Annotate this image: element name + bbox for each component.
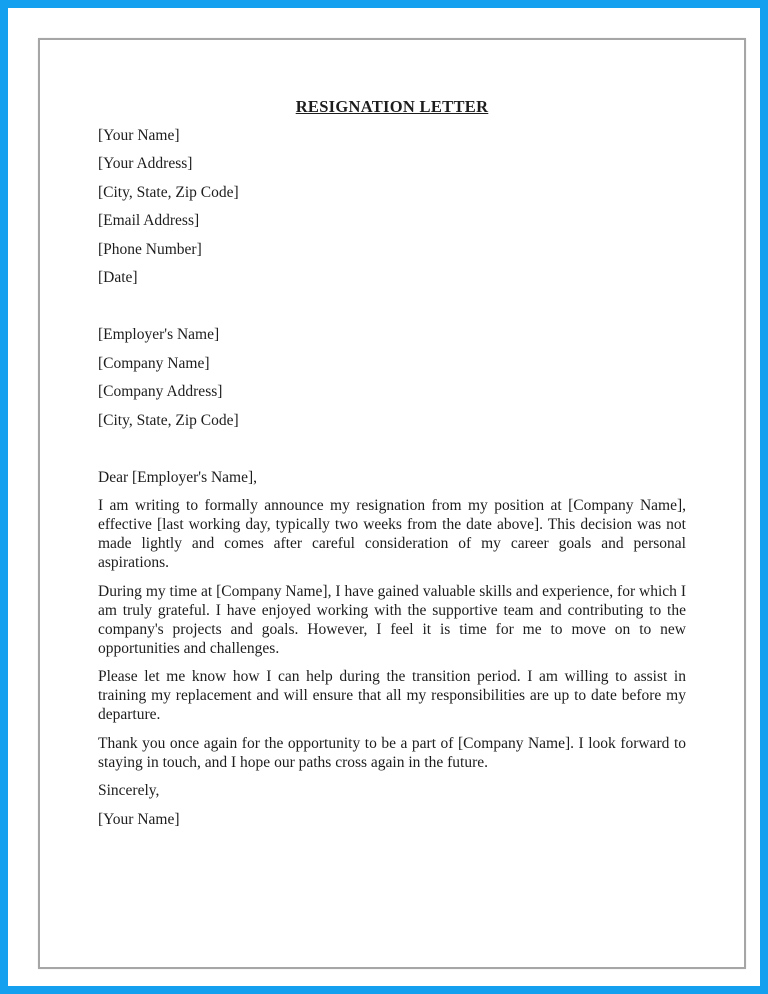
body-paragraph-1: I am writing to formally announce my resignation from my position at [Company Name], effective [last working day, typically two weeks from the date above]. This decision was not made lightly and comes after careful consideration of my career goals and personal aspirations.: [98, 497, 686, 571]
sender-phone-line: [Phone Number]: [98, 240, 202, 258]
body-paragraph-2: During my time at [Company Name], I have gained valuable skills and experience, for which I am truly grateful. I have enjoyed working with the supportive team and contributing to the company's projects and goals. However, I feel it is time for me to move on to new opportunities and challenges.: [98, 582, 686, 657]
recipient-company-line: [Company Name]: [98, 354, 210, 372]
recipient-city-line: [City, State, Zip Code]: [98, 411, 239, 429]
blank-line: [98, 439, 686, 458]
recipient-name-line: [Employer's Name]: [98, 326, 220, 343]
body-paragraph-4: Thank you once again for the opportunity to be a part of [Company Name]. I look forward to staying in touch, and I hope our paths cross again in the future.: [98, 734, 686, 771]
letter-title: RESIGNATION LETTER: [295, 97, 489, 116]
sender-city-line: [City, State, Zip Code]: [98, 183, 239, 201]
recipient-address-line: [Company Address]: [98, 383, 223, 400]
sender-name-line: [Your Name]: [98, 126, 180, 144]
blank-line: [98, 297, 686, 316]
signature: [Your Name]: [98, 810, 180, 828]
letter-sheet: [38, 38, 746, 969]
sender-address-line: [Your Address]: [98, 155, 193, 172]
salutation: Dear [Employer's Name],: [98, 468, 258, 486]
date-line: [Date]: [98, 269, 138, 286]
sender-email-line: [Email Address]: [98, 212, 200, 229]
closing: Sincerely,: [98, 782, 160, 799]
body-paragraph-3: Please let me know how I can help during the transition period. I am willing to assist in training my replacement and will ensure that all my responsibilities are up to date before my departure.: [98, 668, 686, 723]
